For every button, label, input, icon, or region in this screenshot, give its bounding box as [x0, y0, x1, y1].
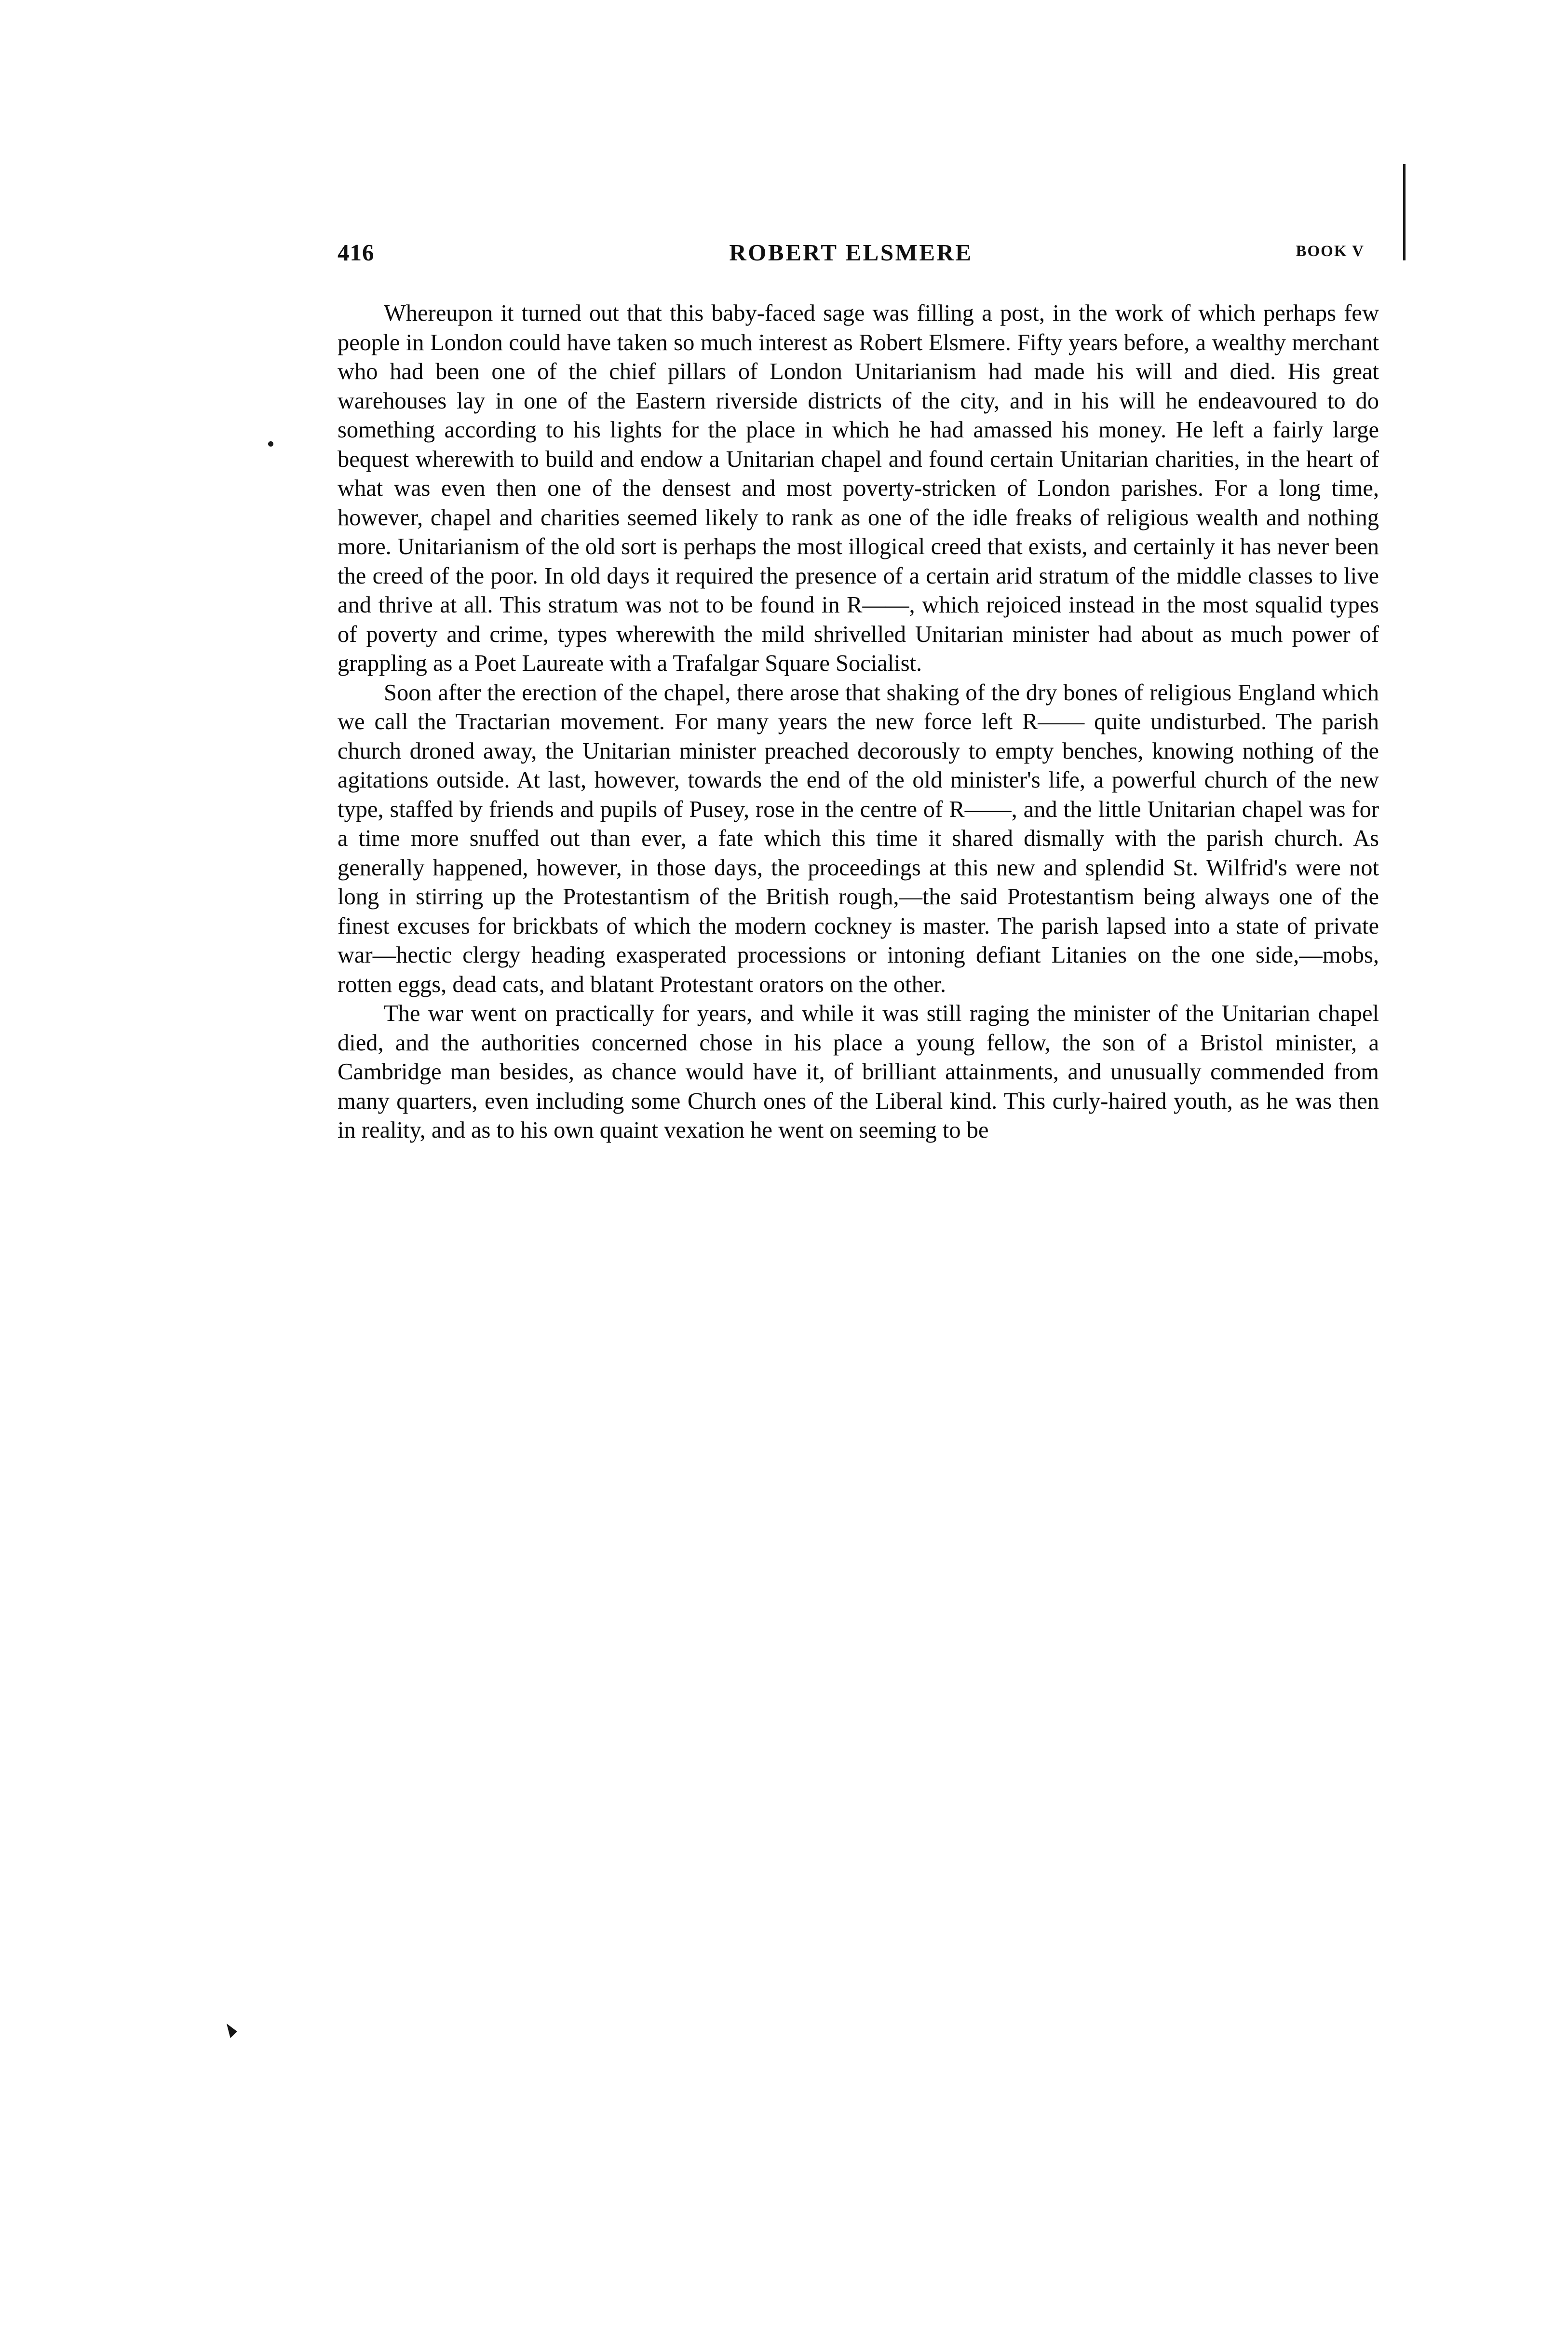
margin-ink-dot: [268, 441, 273, 447]
paragraph: The war went on practically for years, and while it was still raging the minister of the Unitarian chapel died, and the authorities concerned chose in his place a young fellow, the son of a Bristol minister, a Cambridge man besides, as chance would have it, of brilliant attainments, and unusually commended from many quarters, even including some Church ones of the Liberal kind. This curly-haired youth, as he was then in reality, and as to his own quaint vexation he went on seeming to be: [338, 1001, 1379, 1143]
page-number: 416: [338, 239, 375, 266]
margin-ink-mark: [227, 2024, 237, 2038]
body-text: [338, 299, 1379, 1145]
book-label: BOOK V: [1296, 243, 1365, 260]
page-edge-rule: [1403, 164, 1406, 260]
running-title: ROBERT ELSMERE: [729, 239, 973, 266]
page-header: [338, 239, 1365, 268]
paragraph: Soon after the erection of the chapel, there arose that shaking of the dry bones of religious England which we call the Tractarian movement. For many years the new force left R—— quite undisturbed. The parish church droned away, the Unitarian minister preached decorously to empty benches, knowing nothing of the agitations outside. At last, however, towards the end of the old minister's life, a powerful church of the new type, staffed by friends and pupils of Pusey, rose in the centre of R——, and the little Unitarian chapel was for a time more snuffed out than ever, a fate which this time it shared dismally with the parish church. As generally happened, however, in those days, the proceedings at this new and splendid St. Wilfrid's were not long in stirring up the Protestantism of the British rough,—the said Protestantism being always one of the finest excuses for brickbats of which the modern cockney is master. The parish lapsed into a state of private war—hectic clergy heading exasperated processions or intoning defiant Litanies on the one side,—mobs, rotten eggs, dead cats, and blatant Protestant orators on the other.: [338, 680, 1379, 997]
paragraph: Whereupon it turned out that this baby-faced sage was filling a post, in the work of which perhaps few people in London could have taken so much interest as Robert Elsmere. Fifty years before, a wealthy merchant who had been one of the chief pillars of London Unitarianism had made his will and died. His great warehouses lay in one of the Eastern riverside districts of the city, and in his will he endeavoured to do something according to his lights for the place in which he had amassed his money. He left a fairly large bequest wherewith to build and endow a Unitarian chapel and found certain Unitarian charities, in the heart of what was even then one of the densest and most poverty-stricken of London parishes. For a long time, however, chapel and charities seemed likely to rank as one of the idle freaks of religious wealth and nothing more. Unitarianism of the old sort is perhaps the most illogical creed that exists, and certainly it has never been the creed of the poor. In old days it required the presence of a certain arid stratum of the middle classes to live and thrive at all. This stratum was not to be found in R——, which rejoiced instead in the most squalid types of poverty and crime, types wherewith the mild shrivelled Unitarian minister had about as much power of grappling as a Poet Laureate with a Trafalgar Square Socialist.: [338, 300, 1379, 676]
